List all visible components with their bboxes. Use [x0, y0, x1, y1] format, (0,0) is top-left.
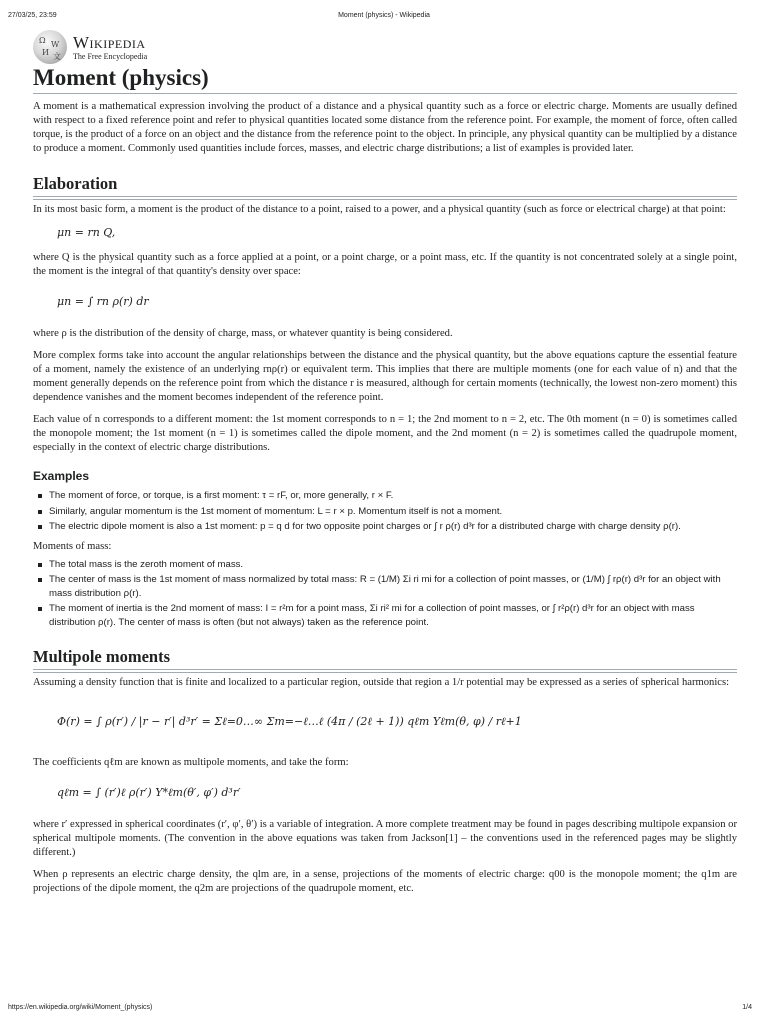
moments-of-mass-label: Moments of mass:	[33, 540, 112, 552]
list-item: The total mass is the zeroth moment of mass.	[49, 558, 737, 572]
list-item: Similarly, angular momentum is the 1st moment of momentum: L = r × p. Momentum itself is not a moment.	[49, 505, 737, 519]
multipole-paragraph-2: The coefficients qℓm are known as multipole moments, and take the form:	[33, 757, 349, 768]
multipole-paragraph-3: where r′ expressed in spherical coordinates (r′, φ′, θ′) is a variable of integration. A more complete treatment may be found in pages describing multipole expansion or spherical multipole moments. (The convention in the above equations was taken from Jackson[1] – the conventions used in the referenced pages may be slightly different.)	[33, 819, 737, 858]
print-url: https://en.wikipedia.org/wiki/Moment_(physics)	[8, 1004, 153, 1011]
formula-moment-integral: μn = ∫ rn ρ(r) dr	[57, 295, 149, 308]
elaboration-paragraph-1: In its most basic form, a moment is the product of the distance to a point, raised to a power, and a physical quantity (such as force or electrical charge) at that point:	[33, 204, 726, 215]
page-title: Moment (physics)	[33, 65, 737, 94]
list-item: The electric dipole moment is also a 1st moment: p = q d for two opposite point charges or ∫ r ρ(r) d³r for a distributed charge with charge density ρ(r).	[49, 520, 737, 534]
wordmark-tagline: The Free Encyclopedia	[73, 51, 148, 61]
print-doc-title: Moment (physics) - Wikipedia	[338, 12, 430, 19]
list-item: The moment of inertia is the 2nd moment of mass: I = r²m for a point mass, Σi ri² mi for a collection of point masses, or ∫ r²ρ(r) d³r for an object with mass distribution ρ(r). The center of mass is often (but not always) taken as the reference point.	[49, 602, 737, 629]
intro-paragraph: A moment is a mathematical expression involving the product of a distance and a physical quantity such as a force or electric charge. Moments are usually defined with respect to a fixed reference point and refer to physical quantities located some distance from the reference point. For example, the moment of force, often called torque, is the product of a force on an object and the distance from the reference point to the object. In principle, any physical quantity can be multiplied by a distance to produce a moment. Commonly used quantities include forces, masses, and electric charge distributions; a list of examples is provided later.	[33, 101, 737, 154]
elaboration-paragraph-4: More complex forms take into account the angular relationships between the distance and the physical quantity, but the above equations capture the essential feature of a moment, namely the existence of an underlying rnρ(r) or equivalent term. This implies that there are multiple moments (one for each value of n) and that the moment generally depends on the reference point from which the distance r is measured, although for certain moments (technically, the lowest non-zero moment) this dependence vanishes and the moment becomes independent of the reference point.	[33, 350, 737, 403]
formula-multipole-expansion: Φ(r) = ∫ ρ(r′) / |r − r′| d³r′ = Σℓ=0…∞ Σm=−ℓ…ℓ (4π / (2ℓ + 1)) qℓm Yℓm(θ, φ) / rℓ+1	[57, 715, 522, 728]
multipole-paragraph-1: Assuming a density function that is finite and localized to a particular region, outside that region a 1/r potential may be expressed as a series of spherical harmonics:	[33, 677, 730, 688]
subsection-heading-examples: Examples	[33, 469, 90, 483]
section-heading-elaboration: Elaboration	[33, 174, 737, 197]
elaboration-paragraph-2: where Q is the physical quantity such as a force applied at a point, or a point charge, or a point mass, etc. If the quantity is not concentrated solely at a single point, the moment is the integral of that quantity's density over space:	[33, 252, 737, 277]
list-item: The center of mass is the 1st moment of mass normalized by total mass: R = (1/M) Σi ri mi for a collection of point masses, or (1/M) ∫ rρ(r) d³r for an object with mass distribution ρ(r).	[49, 573, 737, 600]
formula-moment-basic: μn = rn Q,	[57, 226, 116, 239]
print-date: 27/03/25, 23:59	[8, 12, 57, 19]
examples-list	[33, 489, 737, 534]
list-item: The moment of force, or torque, is a first moment: τ = rF, or, more generally, r × F.	[49, 489, 737, 503]
article	[33, 31, 737, 904]
print-page-number: 1/4	[742, 1004, 752, 1011]
formula-multipole-coefficients: qℓm = ∫ (r′)ℓ ρ(r′) Y*ℓm(θ′, φ′) d³r′	[57, 786, 241, 799]
multipole-paragraph-4: When ρ represents an electric charge density, the qlm are, in a sense, projections of the moments of electric charge: q00 is the monopole moment; the q1m are projections of the dipole moment, the q2m are projections of the quadrupole moment, etc.	[33, 869, 737, 894]
elaboration-paragraph-3: where ρ is the distribution of the density of charge, mass, or whatever quantity is being considered.	[33, 328, 453, 339]
mass-moments-list	[33, 558, 737, 630]
wordmark-name: Wikipedia	[73, 32, 146, 52]
wordmark	[73, 34, 147, 61]
section-heading-multipole: Multipole moments	[33, 647, 737, 670]
elaboration-paragraph-5: Each value of n corresponds to a different moment: the 1st moment corresponds to n = 1; the 2nd moment to n = 2, etc. The 0th moment (n = 0) is sometimes called the monopole moment; the 1st moment (n = 1) is sometimes called the dipole moment, and the 2nd moment (n = 2) is sometimes called the quadrupole moment, especially in the context of electric charge distributions.	[33, 414, 737, 453]
wikipedia-logo[interactable]	[33, 31, 737, 63]
puzzle-globe-icon: Ω W И 文	[33, 30, 67, 64]
